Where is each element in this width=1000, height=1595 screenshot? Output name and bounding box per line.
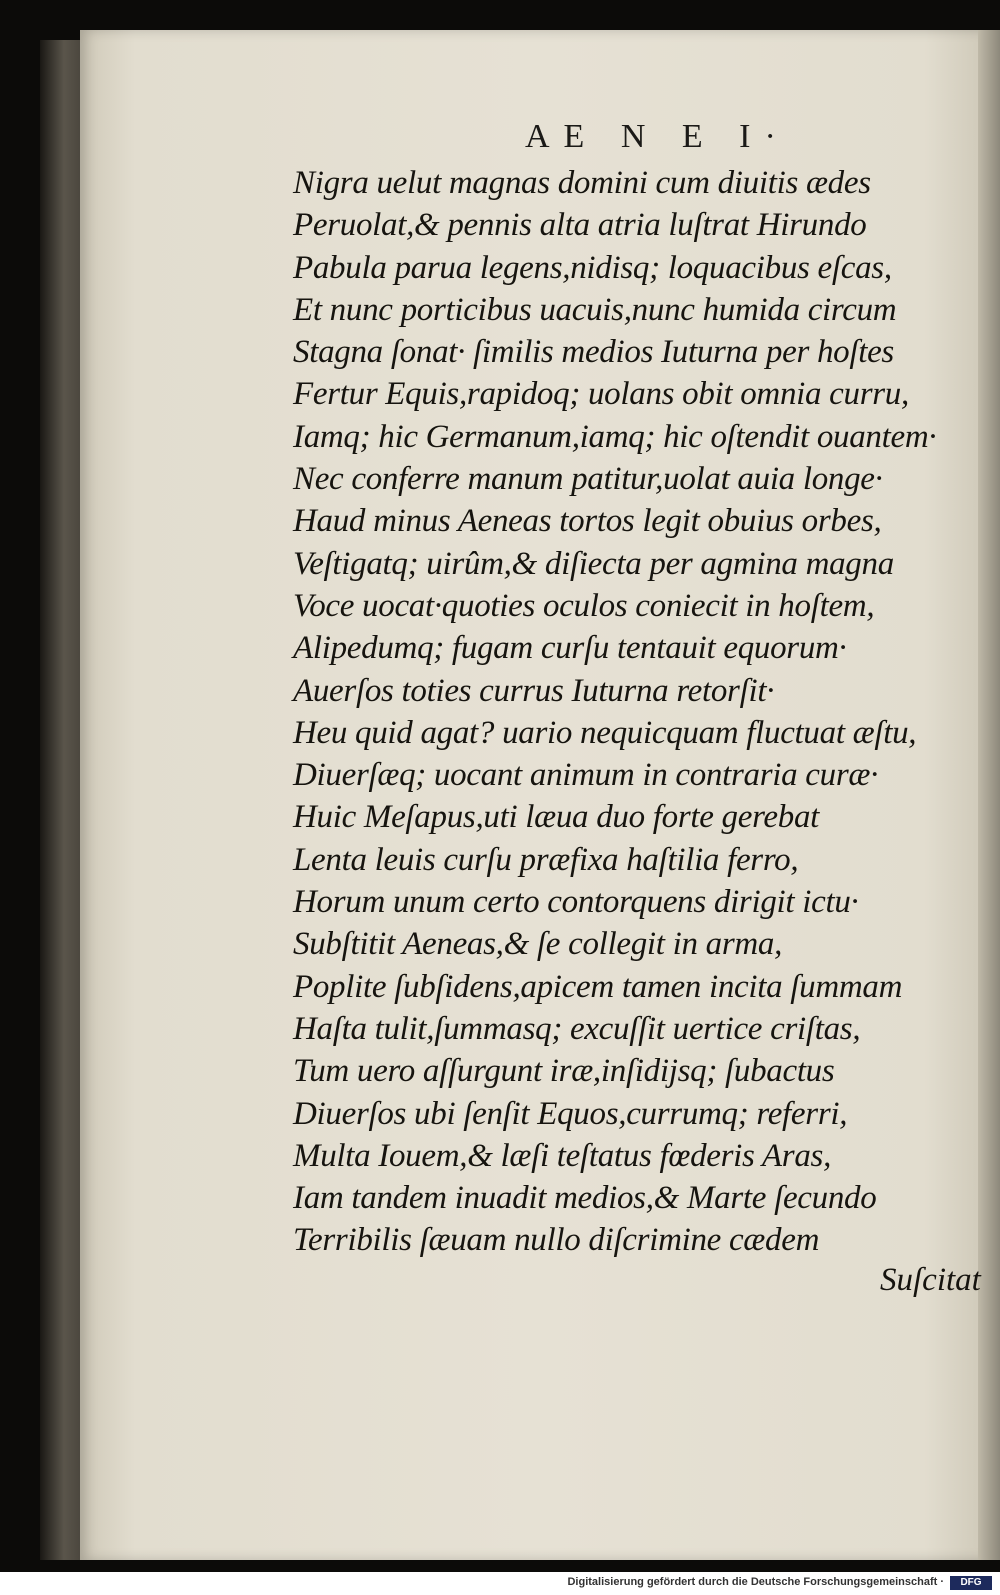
- page-edge: [978, 30, 1000, 1560]
- verse-line: Et nunc porticibus uacuis,nunc humida circum: [293, 291, 897, 328]
- verse-line: Auerſos toties currus Iuturna retorſit·: [293, 672, 775, 709]
- verse-line: Nec conferre manum patitur,uolat auia longe·: [293, 461, 883, 498]
- verse-line: Multa Iouem,& læſi teſtatus fœderis Aras,: [293, 1137, 832, 1174]
- verse-line: Tum uero aſſurgunt iræ,inſidijsq; ſubactus: [293, 1053, 835, 1090]
- verse-line: Huic Meſapus,uti læua duo forte gerebat: [293, 799, 820, 836]
- verse-block: [293, 162, 937, 1262]
- running-head: AE N E I·: [525, 118, 790, 155]
- verse-line: Stagna ſonat· ſimilis medios Iuturna per hoſtes: [293, 334, 894, 371]
- verse-line: Heu quid agat? uario nequicquam fluctuat æſtu,: [293, 714, 917, 751]
- verse-line: Peruolat,& pennis alta atria luſtrat Hirundo: [293, 207, 867, 244]
- catchword: Suſcitat: [880, 1262, 981, 1298]
- footer-credit: Digitalisierung gefördert durch die Deutsche Forschungsgemeinschaft ·: [567, 1576, 944, 1588]
- verse-line: Voce uocat·quoties oculos coniecit in hoſtem,: [293, 587, 875, 624]
- verse-line: Poplite ſubſidens,apicem tamen incita ſummam: [293, 968, 903, 1005]
- verse-line: Horum unum certo contorquens dirigit ictu·: [293, 884, 859, 921]
- verse-line: Alipedumq; fugam curſu tentauit equorum·: [293, 630, 847, 667]
- verse-line: Subſtitit Aeneas,& ſe collegit in arma,: [293, 926, 783, 963]
- verse-line: Haud minus Aeneas tortos legit obuius orbes,: [293, 503, 882, 540]
- verse-line: Diuerſæq; uocant animum in contraria curæ·: [293, 757, 879, 794]
- verse-line: Nigra uelut magnas domini cum diuitis ædes: [293, 165, 871, 201]
- verse-line: Iamq; hic Germanum,iamq; hic oſtendit ouantem·: [293, 418, 937, 455]
- dfg-logo: DFG: [950, 1576, 992, 1590]
- verse-line: Fertur Equis,rapidoq; uolans obit omnia curru,: [293, 376, 909, 413]
- verse-line: Iam tandem inuadit medios,& Marte ſecundo: [293, 1180, 877, 1217]
- verse-line: Lenta leuis curſu præfixa haſtilia ferro,: [293, 841, 799, 878]
- verse-line: Diuerſos ubi ſenſit Equos,currumq; referri,: [293, 1095, 848, 1132]
- verse-line: Veſtigatq; uirûm,& diſiecta per agmina magna: [293, 545, 894, 582]
- verse-line: Terribilis ſæuam nullo diſcrimine cædem: [293, 1222, 820, 1259]
- verse-line: Haſta tulit,ſummasq; excuſſit uertice criſtas,: [293, 1010, 861, 1047]
- verse-line: Pabula parua legens,nidisq; loquacibus eſcas,: [293, 249, 892, 286]
